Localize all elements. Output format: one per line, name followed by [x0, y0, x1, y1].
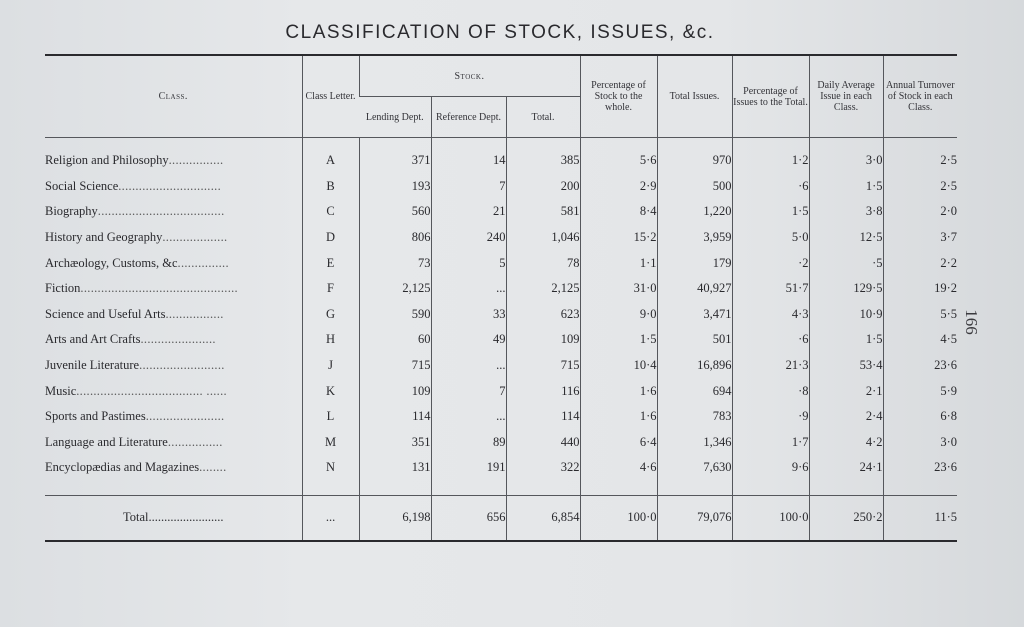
lending-value: 590 — [359, 302, 431, 328]
percentage-issues-value: ·9 — [732, 404, 809, 430]
class-name-text: Archæology, Customs, &c — [45, 255, 178, 270]
percentage-issues-value: 21·3 — [732, 353, 809, 379]
percentage-stock-value: 8·4 — [580, 199, 657, 225]
total-issues-value: 501 — [657, 327, 732, 353]
page-number: 166 — [961, 309, 981, 335]
total-percentage-stock-value: 100·0 — [580, 495, 657, 541]
total-issues-value: 500 — [657, 174, 732, 200]
percentage-stock-value: 4·6 — [580, 455, 657, 481]
table-row — [45, 174, 957, 200]
reference-value: 33 — [431, 302, 506, 328]
class-name-text: History and Geography — [45, 230, 163, 245]
reference-value: 21 — [431, 199, 506, 225]
class-name — [45, 302, 302, 328]
percentage-issues-value: ·2 — [732, 250, 809, 276]
percentage-issues-value: 4·3 — [732, 302, 809, 328]
percentage-issues-value: 9·6 — [732, 455, 809, 481]
lending-value: 806 — [359, 225, 431, 251]
header-daily-average: Daily Average Issue in each Class. — [809, 55, 883, 138]
table-row — [45, 225, 957, 251]
class-letter: F — [302, 276, 359, 302]
lending-value: 2,125 — [359, 276, 431, 302]
total-issues-value: 694 — [657, 378, 732, 404]
class-name — [45, 148, 302, 174]
reference-value: ... — [431, 353, 506, 379]
lending-value: 351 — [359, 430, 431, 456]
class-name — [45, 276, 302, 302]
class-letter: E — [302, 250, 359, 276]
class-name-text: Biography — [45, 204, 98, 219]
class-name — [45, 430, 302, 456]
header-total: Total. — [506, 97, 580, 138]
daily-average-value: 3·0 — [809, 148, 883, 174]
total-issues-value: 3,959 — [657, 225, 732, 251]
class-name-text: Language and Literature — [45, 434, 168, 449]
annual-turnover-value: 19·2 — [883, 276, 957, 302]
table-row — [45, 199, 957, 225]
stock-total-value: 200 — [506, 174, 580, 200]
class-name-text: Fiction — [45, 281, 81, 296]
header-class: Class. — [45, 55, 302, 138]
reference-value: 191 — [431, 455, 506, 481]
class-letter: H — [302, 327, 359, 353]
annual-turnover-value: 5·5 — [883, 302, 957, 328]
daily-average-value: 2·1 — [809, 378, 883, 404]
lending-value: 60 — [359, 327, 431, 353]
leader-dots: ................... — [162, 230, 228, 245]
stock-total-value: 623 — [506, 302, 580, 328]
leader-dots: .............................................. — [80, 281, 238, 296]
lending-value: 131 — [359, 455, 431, 481]
total-issues-value: 7,630 — [657, 455, 732, 481]
leader-dots: ........................ — [148, 510, 224, 525]
class-name-text: Arts and Art Crafts — [45, 332, 141, 347]
percentage-stock-value: 1·6 — [580, 404, 657, 430]
header-lending: Lending Dept. — [359, 97, 431, 138]
total-issues-value: 40,927 — [657, 276, 732, 302]
lending-value: 560 — [359, 199, 431, 225]
table-row — [45, 455, 957, 481]
daily-average-value: 4·2 — [809, 430, 883, 456]
table-row — [45, 276, 957, 302]
class-name — [45, 199, 302, 225]
page-title: CLASSIFICATION OF STOCK, ISSUES, &c. — [285, 22, 715, 43]
header-annual-turnover: Annual Turnover of Stock in each Class. — [883, 55, 957, 138]
leader-dots: ................ — [167, 434, 223, 449]
leader-dots: ................. — [165, 306, 224, 321]
daily-average-value: 3·8 — [809, 199, 883, 225]
table-row — [45, 353, 957, 379]
header-class-letter: Class Letter. — [302, 55, 359, 138]
total-class-letter: ... — [302, 495, 359, 541]
table-row — [45, 327, 957, 353]
reference-value: 7 — [431, 378, 506, 404]
class-name-text: Sports and Pastimes — [45, 409, 146, 424]
leader-dots: ....................... — [145, 409, 225, 424]
daily-average-value: ·5 — [809, 250, 883, 276]
class-letter: C — [302, 199, 359, 225]
annual-turnover-value: 2·2 — [883, 250, 957, 276]
annual-turnover-value: 2·0 — [883, 199, 957, 225]
stock-total-value: 109 — [506, 327, 580, 353]
percentage-stock-value: 10·4 — [580, 353, 657, 379]
total-annual-turnover-value: 11·5 — [883, 495, 957, 541]
reference-value: 5 — [431, 250, 506, 276]
total-lending-value: 6,198 — [359, 495, 431, 541]
reference-value: 49 — [431, 327, 506, 353]
annual-turnover-value: 23·6 — [883, 455, 957, 481]
class-name — [45, 455, 302, 481]
annual-turnover-value: 4·5 — [883, 327, 957, 353]
total-label — [45, 495, 302, 541]
lending-value: 193 — [359, 174, 431, 200]
stock-total-value: 385 — [506, 148, 580, 174]
reference-value: 7 — [431, 174, 506, 200]
reference-value: 89 — [431, 430, 506, 456]
header-reference: Reference Dept. — [431, 97, 506, 138]
class-name — [45, 174, 302, 200]
leader-dots: ............... — [177, 255, 229, 270]
total-issues-value: 1,220 — [657, 199, 732, 225]
daily-average-value: 1·5 — [809, 327, 883, 353]
percentage-stock-value: 31·0 — [580, 276, 657, 302]
lending-value: 715 — [359, 353, 431, 379]
percentage-issues-value: ·6 — [732, 174, 809, 200]
percentage-stock-value: 2·9 — [580, 174, 657, 200]
stock-total-value: 715 — [506, 353, 580, 379]
reference-value: ... — [431, 404, 506, 430]
leader-dots: ..................................... — [97, 204, 225, 219]
lending-value: 114 — [359, 404, 431, 430]
leader-dots: ...................... — [140, 332, 216, 347]
leader-dots: ........ — [199, 460, 227, 475]
table-row — [45, 378, 957, 404]
percentage-issues-value: 1·2 — [732, 148, 809, 174]
reference-value: 14 — [431, 148, 506, 174]
daily-average-value: 24·1 — [809, 455, 883, 481]
header-percentage-issues: Percentage of Issues to the Total. — [732, 55, 809, 138]
class-name-text: Juvenile Literature — [45, 358, 140, 373]
percentage-stock-value: 15·2 — [580, 225, 657, 251]
stock-classification-table — [45, 54, 957, 542]
total-issues-value: 783 — [657, 404, 732, 430]
class-name — [45, 250, 302, 276]
percentage-issues-value: ·8 — [732, 378, 809, 404]
daily-average-value: 12·5 — [809, 225, 883, 251]
total-issues-value: 179 — [657, 250, 732, 276]
percentage-stock-value: 1·6 — [580, 378, 657, 404]
class-letter: K — [302, 378, 359, 404]
total-percentage-issues-value: 100·0 — [732, 495, 809, 541]
lending-value: 371 — [359, 148, 431, 174]
stock-total-value: 116 — [506, 378, 580, 404]
table-row — [45, 404, 957, 430]
annual-turnover-value: 2·5 — [883, 148, 957, 174]
class-name — [45, 404, 302, 430]
total-issues-value: 970 — [657, 148, 732, 174]
daily-average-value: 10·9 — [809, 302, 883, 328]
class-name-text: Religion and Philosophy — [45, 153, 169, 168]
stock-total-value: 581 — [506, 199, 580, 225]
class-letter: G — [302, 302, 359, 328]
daily-average-value: 1·5 — [809, 174, 883, 200]
table-row — [45, 250, 957, 276]
annual-turnover-value: 5·9 — [883, 378, 957, 404]
class-name — [45, 327, 302, 353]
class-name-text: Encyclopædias and Magazines — [45, 460, 200, 475]
percentage-issues-value: 5·0 — [732, 225, 809, 251]
stock-total-value: 322 — [506, 455, 580, 481]
leader-dots: ......................... — [139, 358, 225, 373]
class-name — [45, 378, 302, 404]
total-issues-value: 16,896 — [657, 353, 732, 379]
total-reference-value: 656 — [431, 495, 506, 541]
class-name — [45, 225, 302, 251]
class-letter: D — [302, 225, 359, 251]
class-letter: B — [302, 174, 359, 200]
stock-total-value: 1,046 — [506, 225, 580, 251]
table-row — [45, 148, 957, 174]
stock-total-value: 78 — [506, 250, 580, 276]
class-letter: M — [302, 430, 359, 456]
reference-value: 240 — [431, 225, 506, 251]
class-letter: A — [302, 148, 359, 174]
leader-dots: ................ — [168, 153, 224, 168]
percentage-issues-value: 1·7 — [732, 430, 809, 456]
header-percentage-stock: Percentage of Stock to the whole. — [580, 55, 657, 138]
total-issues-value: 3,471 — [657, 302, 732, 328]
class-letter: L — [302, 404, 359, 430]
percentage-stock-value: 5·6 — [580, 148, 657, 174]
class-name-text: Social Science — [45, 178, 119, 193]
class-name — [45, 353, 302, 379]
header-total-issues: Total Issues. — [657, 55, 732, 138]
annual-turnover-value: 2·5 — [883, 174, 957, 200]
total-label-text: Total — [122, 510, 149, 525]
total-stock-total-value: 6,854 — [506, 495, 580, 541]
table-row — [45, 302, 957, 328]
lending-value: 109 — [359, 378, 431, 404]
total-total-issues-value: 79,076 — [657, 495, 732, 541]
stock-total-value: 2,125 — [506, 276, 580, 302]
lending-value: 73 — [359, 250, 431, 276]
class-name-text: Science and Useful Arts — [45, 306, 166, 321]
table-row — [45, 430, 957, 456]
leader-dots: ..................................... ...... — [76, 383, 227, 398]
percentage-stock-value: 1·5 — [580, 327, 657, 353]
daily-average-value: 2·4 — [809, 404, 883, 430]
table-body — [45, 138, 957, 541]
header-stock: Stock. — [359, 55, 580, 97]
leader-dots: .............................. — [118, 178, 221, 193]
total-daily-average-value: 250·2 — [809, 495, 883, 541]
annual-turnover-value: 3·0 — [883, 430, 957, 456]
annual-turnover-value: 3·7 — [883, 225, 957, 251]
class-letter: J — [302, 353, 359, 379]
annual-turnover-value: 6·8 — [883, 404, 957, 430]
daily-average-value: 129·5 — [809, 276, 883, 302]
reference-value: ... — [431, 276, 506, 302]
daily-average-value: 53·4 — [809, 353, 883, 379]
percentage-stock-value: 6·4 — [580, 430, 657, 456]
class-name-text: Music — [45, 383, 77, 398]
percentage-issues-value: 1·5 — [732, 199, 809, 225]
total-issues-value: 1,346 — [657, 430, 732, 456]
percentage-stock-value: 9·0 — [580, 302, 657, 328]
total-row — [45, 495, 957, 541]
annual-turnover-value: 23·6 — [883, 353, 957, 379]
stock-total-value: 114 — [506, 404, 580, 430]
stock-total-value: 440 — [506, 430, 580, 456]
class-letter: N — [302, 455, 359, 481]
percentage-issues-value: 51·7 — [732, 276, 809, 302]
percentage-issues-value: ·6 — [732, 327, 809, 353]
percentage-stock-value: 1·1 — [580, 250, 657, 276]
